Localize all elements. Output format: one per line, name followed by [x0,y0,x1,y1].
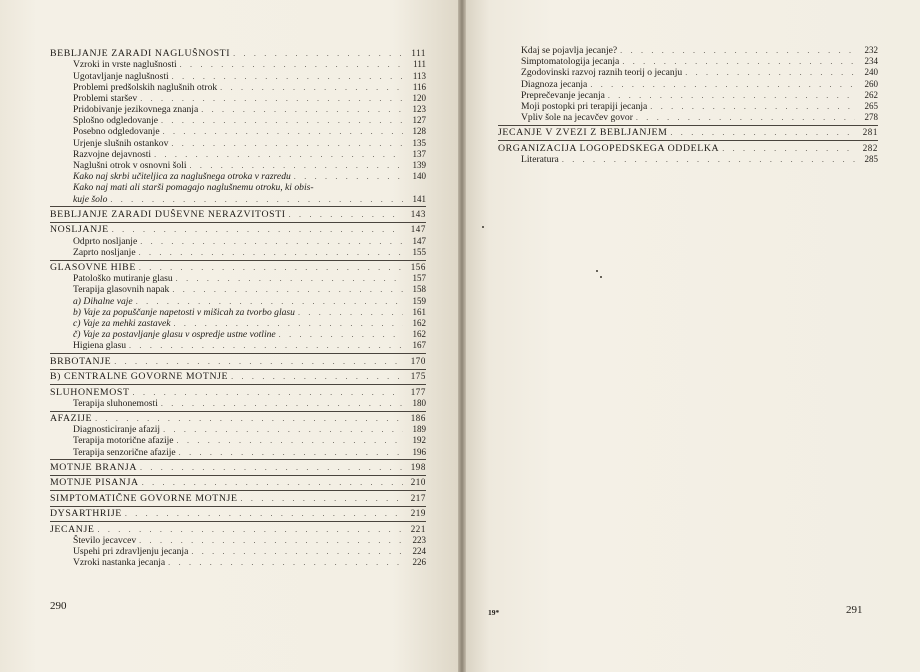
entry-page-number: 219 [410,508,426,519]
entry-title: Problemi predšolskih naglušnih otrok [73,81,218,93]
toc-section-entry [50,236,426,247]
section-divider [50,206,426,207]
toc-section-entry [50,171,426,182]
dot-leader [179,447,403,458]
toc-section-entry [498,79,878,90]
entry-page-number: 278 [864,112,878,123]
section-divider [50,384,426,385]
toc-section-entry [50,307,426,318]
entry-page-number: 143 [410,209,426,219]
entry-title: Higiena glasu [73,340,127,352]
entry-page-number: 127 [412,115,426,126]
entry-page-number: 120 [412,92,426,103]
entry-page-number: 167 [412,340,426,351]
entry-title: Terapija motorične afazije [73,435,174,447]
toc-chapter-entry [50,413,426,424]
entry-title: BRBOTANJE [50,355,112,367]
entry-page-number: 240 [864,67,878,78]
entry-title: Število jecavcev [73,534,137,546]
right-page [462,0,920,672]
dot-leader [168,557,403,568]
toc-section-entry [498,45,878,56]
entry-title: Vpliv šole na jecavčev govor [521,112,633,124]
entry-page-number: 189 [412,424,426,435]
entry-title: Urjenje slušnih ostankov [73,137,169,149]
dot-leader [174,318,403,329]
entry-title: MOTNJE BRANJA [50,462,137,474]
toc-section-entry [50,398,426,409]
entry-page-number: 155 [412,246,426,257]
entry-title: Splošno odgledovanje [73,115,159,127]
dot-leader [154,149,403,160]
entry-page-number: 128 [412,126,426,137]
entry-title: a) Dihalne vaje [73,295,133,307]
entry-page-number: 147 [412,235,426,246]
entry-title: SLUHONEMOST [50,386,130,398]
toc-section-entry [50,93,426,104]
entry-page-number: 157 [412,273,426,284]
entry-title: NOSLJANJE [50,224,109,236]
toc-chapter-entry [50,387,426,398]
dot-leader [177,436,403,447]
printer-signature-mark: 19* [488,608,500,617]
entry-page-number: 180 [412,397,426,408]
entry-page-number: 265 [864,100,878,111]
entry-page-number: 162 [412,318,426,329]
entry-title: JECANJE V ZVEZI Z BEBLJANJEM [498,127,668,139]
entry-page-number: 113 [412,70,426,81]
toc-section-entry [498,101,878,112]
toc-section-entry [50,115,426,126]
entry-page-number: 234 [864,56,878,67]
entry-title: Preprečevanje jecanja [521,89,605,101]
entry-page-number: 170 [410,355,426,366]
entry-title: Diagnoza jecanja [521,78,588,90]
section-divider [50,521,426,522]
entry-page-number: 161 [412,306,426,317]
ink-speck [482,226,484,228]
entry-page-number: 159 [412,295,426,306]
section-divider [50,506,426,507]
entry-title: Vzroki nastanka jecanja [73,557,166,569]
entry-page-number: 186 [410,413,426,424]
dot-leader [220,82,403,93]
entry-title: BEBLJANJE ZARADI DUŠEVNE NERAZVITOSTI [50,209,286,220]
entry-title: Pridobivanje jezikovnega znanja [73,104,199,116]
entry-page-number: 262 [864,89,878,100]
entry-page-number: 224 [412,545,426,556]
section-divider [50,475,426,476]
toc-section-entry [50,546,426,557]
section-divider [50,222,426,223]
toc-section-entry [50,557,426,568]
toc-section-entry [50,535,426,546]
entry-title: Problemi staršev [73,92,138,104]
dot-leader [231,371,403,382]
toc-section-entry [50,194,426,205]
entry-title: č) Vaje za postavljanje glasu v ospredje ustne votline [73,329,276,341]
toc-section-entry [50,127,426,138]
dot-leader [95,413,403,424]
dot-leader [136,296,403,307]
entry-page-number: 210 [410,477,426,488]
dot-leader [171,138,403,149]
dot-leader [140,93,403,104]
entry-title: SIMPTOMATIČNE GOVORNE MOTNJE [50,492,238,504]
entry-page-number: 135 [412,137,426,148]
toc-section-entry [50,329,426,340]
toc-section-entry [50,59,426,70]
section-divider [50,260,426,261]
dot-leader [163,127,403,138]
entry-page-number: 232 [864,45,878,55]
toc-chapter-entry [50,48,426,59]
toc-section-entry [498,67,878,78]
dot-leader [172,71,403,82]
dot-leader [140,236,403,247]
entry-title: B) CENTRALNE GOVORNE MOTNJE [50,371,229,383]
entry-page-number: 177 [410,386,426,397]
page-number: 291 [846,604,863,616]
dot-leader [129,340,403,351]
entry-title: Terapija senzorične afazije [73,446,176,458]
entry-title: Ugotavljanje naglušnosti [73,70,169,82]
dot-leader [722,143,855,154]
entry-title: Vzroki in vrste naglušnosti [73,59,177,71]
entry-page-number: 221 [410,523,426,534]
toc-chapter-entry [50,493,426,504]
toc-section-entry [498,154,878,165]
toc-section-entry [50,447,426,458]
dot-leader [241,493,403,504]
entry-title: Naglušni otrok v osnovni šoli [73,160,187,172]
entry-title: c) Vaje za mehki zastavek [73,318,171,330]
entry-page-number: 226 [412,557,426,568]
toc-section-entry [498,56,878,67]
dot-leader [289,209,403,220]
toc-section-entry [50,424,426,435]
toc-chapter-entry [498,143,878,154]
entry-page-number: 111 [413,59,426,70]
dot-leader [172,285,403,296]
entry-page-number: 123 [412,104,426,115]
toc-section-entry [50,340,426,351]
page-number: 290 [50,600,67,612]
entry-page-number: 223 [412,534,426,545]
dot-leader [279,329,403,340]
section-divider [50,369,426,370]
toc-chapter-entry [50,262,426,273]
toc-chapter-entry [50,224,426,235]
dot-leader [161,115,403,126]
entry-title: Literatura [521,154,559,166]
entry-title: Posebno odgledovanje [73,126,160,138]
table-of-contents-left [50,44,426,568]
dot-leader [298,307,403,318]
toc-section-entry [50,318,426,329]
entry-title: Razvojne dejavnosti [73,148,152,160]
entry-title: Moji postopki pri terapiji jecanja [521,100,648,112]
dot-leader [180,59,403,70]
toc-section-entry [50,247,426,258]
entry-title: Zgodovinski razvoj raznih teorij o jecanju [521,67,683,79]
entry-page-number: 281 [862,127,878,138]
toc-chapter-entry [50,209,426,220]
entry-page-number: 141 [412,193,426,204]
entry-title: BEBLJANJE ZARADI NAGLUŠNOSTI [50,48,231,60]
dot-leader [139,535,403,546]
entry-title: AFAZIJE [50,413,93,425]
toc-entry-continued: Kako naj mati ali starši pomagajo naglušnemu otroku, ki obis- [73,182,314,194]
dot-leader [114,356,403,367]
entry-title: GLASOVNE HIBE [50,262,136,274]
entry-title: MOTNJE PISANJA [50,477,139,489]
dot-leader [620,45,855,56]
dot-leader [140,462,403,473]
entry-page-number: 175 [410,371,426,382]
dot-leader [294,171,403,182]
entry-title: Terapija sluhonemosti [73,397,158,409]
entry-title: Patološko mutiranje glasu [73,273,173,285]
toc-chapter-entry [50,477,426,488]
entry-page-number: 116 [412,81,426,92]
dot-leader [670,128,855,139]
entry-page-number: 198 [410,462,426,473]
toc-chapter-entry [50,508,426,519]
entry-title: Simptomatologija jecanja [521,56,620,68]
entry-page-number: 140 [412,171,426,182]
dot-leader [133,387,403,398]
section-divider [498,125,878,126]
dot-leader [636,112,855,123]
toc-chapter-entry [50,524,426,535]
entry-title: Terapija glasovnih napak [73,284,170,296]
dot-leader [142,477,403,488]
dot-leader [110,194,403,205]
entry-page-number: 282 [862,142,878,153]
toc-section-entry [50,296,426,307]
dot-leader [125,508,403,519]
entry-page-number: 139 [412,160,426,171]
toc-section-entry [50,149,426,160]
toc-section-entry [50,82,426,93]
dot-leader [685,67,855,78]
dot-leader [163,424,403,435]
entry-title: Diagnosticiranje afazij [73,424,161,436]
toc-section-entry [50,160,426,171]
dot-leader [161,398,403,409]
section-divider [50,459,426,460]
entry-page-number: 260 [864,78,878,89]
dot-leader [233,48,403,59]
toc-section-entry [50,285,426,296]
toc-chapter-entry [50,371,426,382]
dot-leader [590,79,855,90]
dot-leader [139,247,403,258]
toc-section-entry [50,138,426,149]
ink-speck [600,276,602,278]
entry-title: Odprto nosljanje [73,235,138,247]
section-divider [50,490,426,491]
entry-title: DYSARTHRIJE [50,508,122,520]
dot-leader [650,101,855,112]
dot-leader [201,104,403,115]
entry-page-number: 196 [412,446,426,457]
dot-leader [562,154,855,165]
dot-leader [97,524,403,535]
entry-title: ORGANIZACIJA LOGOPEDSKEGA ODDELKA [498,142,720,154]
toc-section-entry [50,436,426,447]
dot-leader [112,224,403,235]
entry-title: kuje šolo [73,193,108,205]
toc-section-entry [50,104,426,115]
dot-leader [622,56,855,67]
dot-leader [190,160,403,171]
toc-chapter-entry [50,356,426,367]
toc-section-entry [50,273,426,284]
entry-page-number: 111 [411,48,426,59]
toc-chapter-entry [50,462,426,473]
entry-page-number: 137 [412,148,426,159]
toc-chapter-entry [498,128,878,139]
dot-leader [191,546,403,557]
entry-title: JECANJE [50,523,95,535]
entry-page-number: 158 [412,284,426,295]
table-of-contents-right [498,45,878,165]
entry-title: Zaprto nosljanje [73,246,136,258]
book-gutter [458,0,466,672]
entry-title: b) Vaje za popuščanje napetosti v mišicah za tvorbo glasu [73,306,295,318]
ink-speck [596,270,598,272]
entry-title: Kdaj se pojavlja jecanje? [521,45,618,56]
section-divider [50,411,426,412]
entry-page-number: 285 [864,154,878,165]
dot-leader [139,262,403,273]
section-divider [498,140,878,141]
dot-leader [608,90,855,101]
entry-page-number: 162 [412,329,426,340]
toc-section-entry [498,112,878,123]
section-divider [50,353,426,354]
entry-title: Uspehi pri zdravljenju jecanja [73,545,189,557]
dot-leader [176,273,403,284]
toc-section-entry [498,90,878,101]
entry-page-number: 217 [410,492,426,503]
entry-title: Kako naj skrbi učiteljica za naglušnega otroka v razredu [73,171,291,183]
entry-page-number: 192 [412,435,426,446]
entry-page-number: 156 [410,262,426,273]
entry-page-number: 147 [410,224,426,235]
toc-section-entry [50,71,426,82]
